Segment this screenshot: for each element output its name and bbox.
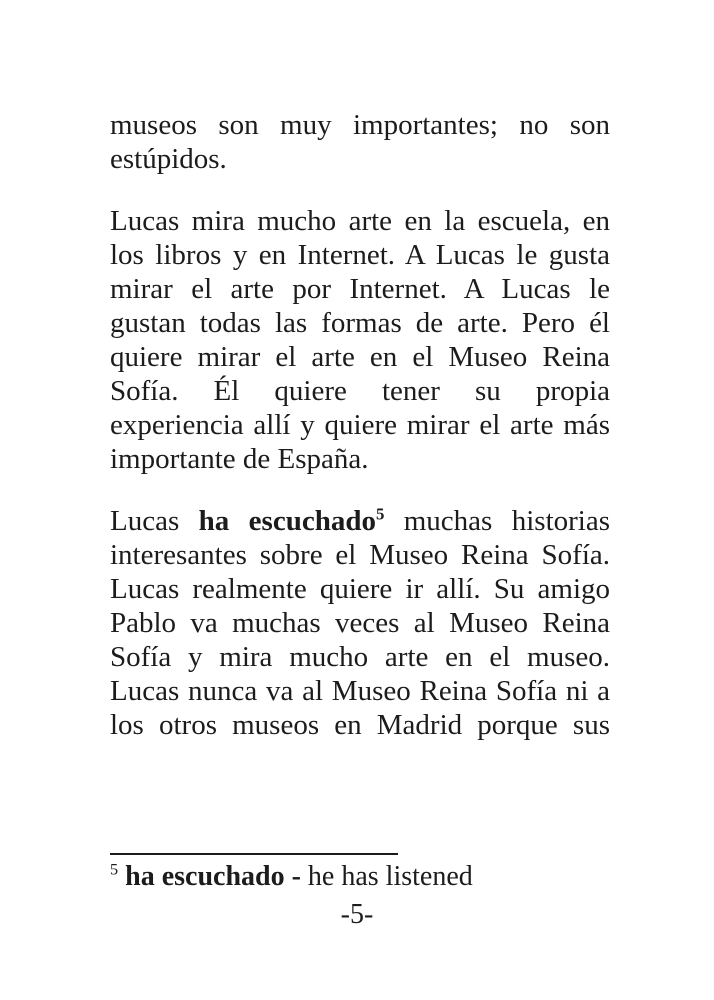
text-line <box>110 340 610 374</box>
text-block <box>110 108 610 742</box>
text-segment: he has listened <box>300 861 473 892</box>
paragraph <box>110 204 610 476</box>
text-line <box>110 572 610 606</box>
footnote-separator <box>110 853 398 855</box>
text-line <box>110 238 610 272</box>
text-segment: los otros museos en Madrid porque sus <box>110 709 610 741</box>
paragraph <box>110 504 610 742</box>
text-segment: Lucas nunca va al Museo Reina Sofía ni a <box>110 675 610 707</box>
text-line <box>110 204 610 238</box>
text-segment: mirar el arte por Internet. A Lucas le <box>110 273 610 305</box>
paragraph <box>110 108 610 176</box>
text-line <box>110 442 610 476</box>
footnote-marker: 5 <box>375 504 385 524</box>
text-segment: importante de España. <box>110 443 369 475</box>
text-line <box>110 504 610 538</box>
text-segment: muchas historias <box>384 505 610 537</box>
text-line <box>110 860 610 894</box>
text-line <box>110 272 610 306</box>
text-segment: los libros y en Internet. A Lucas le gusta <box>110 239 610 271</box>
footnote <box>110 853 610 894</box>
text-segment: Lucas realmente quiere ir allí. Su amigo <box>110 573 610 605</box>
text-segment: estúpidos. <box>110 143 227 175</box>
text-segment: gustan todas las formas de arte. Pero él <box>110 307 610 339</box>
text-segment: quiere mirar el arte en el Museo Reina <box>110 341 610 373</box>
text-line <box>110 606 610 640</box>
footnote-text <box>110 860 610 894</box>
text-segment: Sofía. Él quiere tener su propia <box>110 375 610 407</box>
text-segment: Lucas <box>110 505 199 537</box>
text-line <box>110 142 610 176</box>
text-segment: Lucas mira mucho arte en la escuela, en <box>110 205 610 237</box>
text-line <box>110 674 610 708</box>
text-line <box>110 708 610 742</box>
text-segment: interesantes sobre el Museo Reina Sofía. <box>110 539 610 571</box>
page-number: -5- <box>340 899 374 930</box>
text-segment: Sofía y mira mucho arte en el museo. <box>110 641 610 673</box>
text-segment: museos son muy importantes; no son <box>110 109 610 141</box>
footnote-marker: 5 <box>110 860 119 879</box>
text-line <box>110 640 610 674</box>
text-segment: experiencia allí y quiere mirar el arte más <box>110 409 610 441</box>
text-line <box>110 306 610 340</box>
text-line <box>110 374 610 408</box>
text-line <box>110 538 610 572</box>
text-segment: ha escuchado - <box>125 861 301 892</box>
text-line <box>110 408 610 442</box>
text-segment: Pablo va muchas veces al Museo Reina <box>110 607 610 639</box>
text-line <box>110 108 610 142</box>
text-segment: ha escuchado <box>198 505 376 537</box>
